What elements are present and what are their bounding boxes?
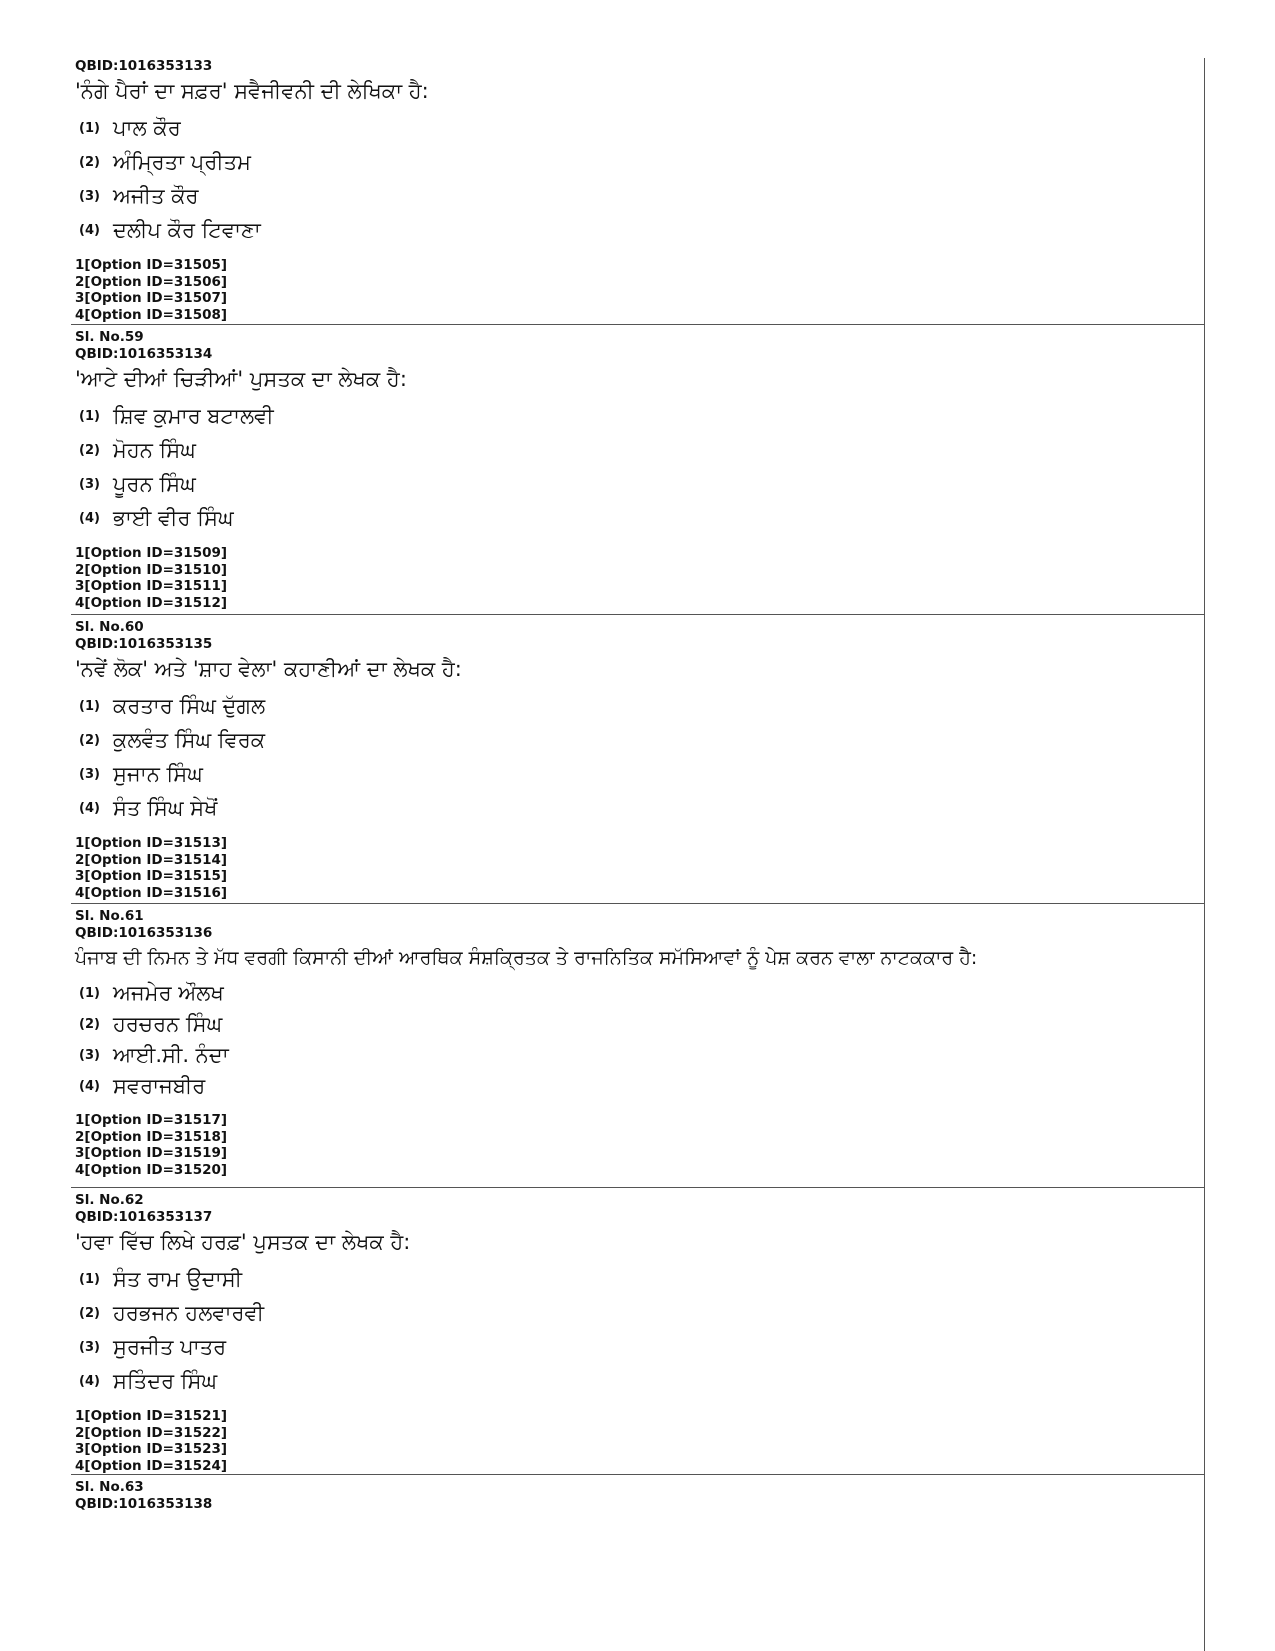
option-id: 3[Option ID=31507] xyxy=(75,290,228,306)
option-text: ਪਾਲ ਕੌਰ xyxy=(113,115,181,140)
option-text: ਸਵਰਾਜਬੀਰ xyxy=(113,1074,206,1098)
option-text: ਹਰਭਜਨ ਹਲਵਾਰਵੀ xyxy=(113,1300,265,1325)
option-number: (1) xyxy=(79,698,100,714)
option-text: ਦਲੀਪ ਕੌਰ ਟਿਵਾਣਾ xyxy=(113,217,261,242)
option-text: ਸ਼ਿਵ ਕੁਮਾਰ ਬਟਾਲਵੀ xyxy=(113,403,274,428)
option-number: (2) xyxy=(79,732,100,748)
option-item xyxy=(75,1330,1204,1364)
option-id: 1[Option ID=31513] xyxy=(75,835,228,851)
option-text: ਸੰਤ ਰਾਮ ਉਦਾਸੀ xyxy=(113,1266,243,1291)
option-item xyxy=(75,501,1204,535)
option-item xyxy=(75,723,1204,757)
question-paper-page xyxy=(71,58,1205,1651)
option-id: 4[Option ID=31512] xyxy=(75,594,228,611)
question-block xyxy=(71,1187,1204,1474)
option-item xyxy=(75,1009,1204,1040)
option-number: (1) xyxy=(79,1271,100,1287)
option-number: (1) xyxy=(79,408,100,424)
question-block xyxy=(71,58,1204,323)
qbid-label: QBID:1016353135 xyxy=(75,636,213,652)
option-number: (2) xyxy=(79,442,100,458)
option-number: (2) xyxy=(79,154,100,170)
question-text: 'ਨਵੇਂ ਲੋਕ' ਅਤੇ 'ਸ਼ਾਹ ਵੇਲਾ' ਕਹਾਣੀਆਂ ਦਾ ਲੇਖਕ ਹੈ: xyxy=(75,657,462,681)
option-number: (3) xyxy=(79,476,100,492)
option-item xyxy=(75,399,1204,433)
qbid-label: QBID:1016353133 xyxy=(75,58,213,74)
option-text: ਸਤਿੰਦਰ ਸਿੰਘ xyxy=(113,1368,218,1393)
option-text: ਸੁਜਾਨ ਸਿੰਘ xyxy=(113,761,203,786)
option-id-list xyxy=(75,1408,1204,1474)
serial-number: Sl. No.61 xyxy=(75,908,144,924)
option-item xyxy=(75,145,1204,179)
option-number: (3) xyxy=(79,766,100,782)
qbid-label: QBID:1016353138 xyxy=(75,1496,213,1512)
option-id: 3[Option ID=31519] xyxy=(75,1145,228,1161)
option-number: (2) xyxy=(79,1017,100,1032)
option-number: (2) xyxy=(79,1305,100,1321)
option-item xyxy=(75,111,1204,145)
option-number: (1) xyxy=(79,986,100,1001)
option-id-list xyxy=(75,835,1204,901)
option-item xyxy=(75,978,1204,1009)
option-id: 1[Option ID=31517] xyxy=(75,1112,228,1128)
option-number: (4) xyxy=(79,800,100,816)
option-number: (3) xyxy=(79,1339,100,1355)
question-block xyxy=(71,614,1204,901)
option-id: 4[Option ID=31508] xyxy=(75,306,228,323)
option-text: ਸੁਰਜੀਤ ਪਾਤਰ xyxy=(113,1334,227,1359)
serial-number: Sl. No.62 xyxy=(75,1192,144,1208)
option-id: 2[Option ID=31510] xyxy=(75,561,228,578)
option-item xyxy=(75,1071,1204,1102)
option-id: 4[Option ID=31524] xyxy=(75,1457,228,1474)
option-item xyxy=(75,791,1204,825)
option-text: ਅੰਮ੍ਰਿਤਾ ਪ੍ਰੀਤਮ xyxy=(113,149,251,174)
option-id: 1[Option ID=31521] xyxy=(75,1408,228,1424)
question-text: 'ਨੰਗੇ ਪੈਰਾਂ ਦਾ ਸਫ਼ਰ' ਸਵੈਜੀਵਨੀ ਦੀ ਲੇਖਿਕਾ ਹੈ: xyxy=(75,79,429,103)
question-block xyxy=(71,903,1204,1178)
option-id: 3[Option ID=31515] xyxy=(75,868,228,884)
option-id-list xyxy=(75,257,1204,323)
option-id: 2[Option ID=31514] xyxy=(75,851,228,868)
option-id: 4[Option ID=31516] xyxy=(75,884,228,901)
option-item xyxy=(75,1364,1204,1398)
question-block xyxy=(71,1474,1204,1513)
qbid-label: QBID:1016353137 xyxy=(75,1209,213,1225)
option-text: ਮੋਹਨ ਸਿੰਘ xyxy=(113,437,196,462)
option-id: 2[Option ID=31518] xyxy=(75,1128,228,1145)
qbid-label: QBID:1016353136 xyxy=(75,925,213,941)
option-number: (3) xyxy=(79,1048,100,1063)
option-item xyxy=(75,1296,1204,1330)
serial-number: Sl. No.59 xyxy=(75,329,144,345)
question-text: 'ਹਵਾ ਵਿੱਚ ਲਿਖੇ ਹਰਫ਼' ਪੁਸਤਕ ਦਾ ਲੇਖਕ ਹੈ: xyxy=(75,1230,411,1254)
serial-number: Sl. No.63 xyxy=(75,1479,144,1495)
option-id: 2[Option ID=31506] xyxy=(75,273,228,290)
option-id: 1[Option ID=31505] xyxy=(75,257,228,273)
option-text: ਭਾਈ ਵੀਰ ਸਿੰਘ xyxy=(113,505,234,530)
option-id-list xyxy=(75,545,1204,611)
option-text: ਪੂਰਨ ਸਿੰਘ xyxy=(113,471,196,496)
option-text: ਅਜੀਤ ਕੌਰ xyxy=(113,183,199,208)
option-text: ਹਰਚਰਨ ਸਿੰਘ xyxy=(113,1012,223,1036)
option-item xyxy=(75,689,1204,723)
option-item xyxy=(75,467,1204,501)
question-text: 'ਆਟੇ ਦੀਆਂ ਚਿੜੀਆਂ' ਪੁਸਤਕ ਦਾ ਲੇਖਕ ਹੈ: xyxy=(75,367,407,391)
option-number: (3) xyxy=(79,188,100,204)
option-number: (4) xyxy=(79,1373,100,1389)
option-id-list xyxy=(75,1112,1204,1178)
option-number: (4) xyxy=(79,222,100,238)
option-item xyxy=(75,1040,1204,1071)
option-text: ਆਈ.ਸੀ. ਨੰਦਾ xyxy=(113,1043,229,1067)
option-number: (4) xyxy=(79,1079,100,1094)
option-text: ਅਜਮੇਰ ਔਲਖ xyxy=(113,981,224,1005)
option-id: 3[Option ID=31523] xyxy=(75,1441,228,1457)
option-text: ਕਰਤਾਰ ਸਿੰਘ ਦੁੱਗਲ xyxy=(113,693,266,718)
option-id: 3[Option ID=31511] xyxy=(75,578,228,594)
option-id: 2[Option ID=31522] xyxy=(75,1424,228,1441)
option-item xyxy=(75,757,1204,791)
option-item xyxy=(75,179,1204,213)
option-number: (4) xyxy=(79,510,100,526)
qbid-label: QBID:1016353134 xyxy=(75,346,213,362)
option-number: (1) xyxy=(79,120,100,136)
option-item xyxy=(75,433,1204,467)
option-item xyxy=(75,213,1204,247)
option-text: ਕੁਲਵੰਤ ਸਿੰਘ ਵਿਰਕ xyxy=(113,727,266,752)
option-id: 4[Option ID=31520] xyxy=(75,1161,228,1178)
option-item xyxy=(75,1262,1204,1296)
serial-number: Sl. No.60 xyxy=(75,619,144,635)
question-block xyxy=(71,324,1204,611)
option-id: 1[Option ID=31509] xyxy=(75,545,228,561)
option-text: ਸੰਤ ਸਿੰਘ ਸੇਖੋਂ xyxy=(113,795,218,820)
question-text: ਪੰਜਾਬ ਦੀ ਨਿਮਨ ਤੇ ਮੱਧ ਵਰਗੀ ਕਿਸਾਨੀ ਦੀਆਂ ਆਰਥਿਕ ਸੰਸ਼ਕ੍ਰਿਤਕ ਤੇ ਰਾਜਨਿਤਿਕ ਸਮੱਸਿਆਵਾਂ ਨੂੰ ਪੇਸ਼ ਕਰਨ ਵਾਲਾ ਨਾਟਕਕਾਰ ਹੈ: xyxy=(75,947,978,969)
